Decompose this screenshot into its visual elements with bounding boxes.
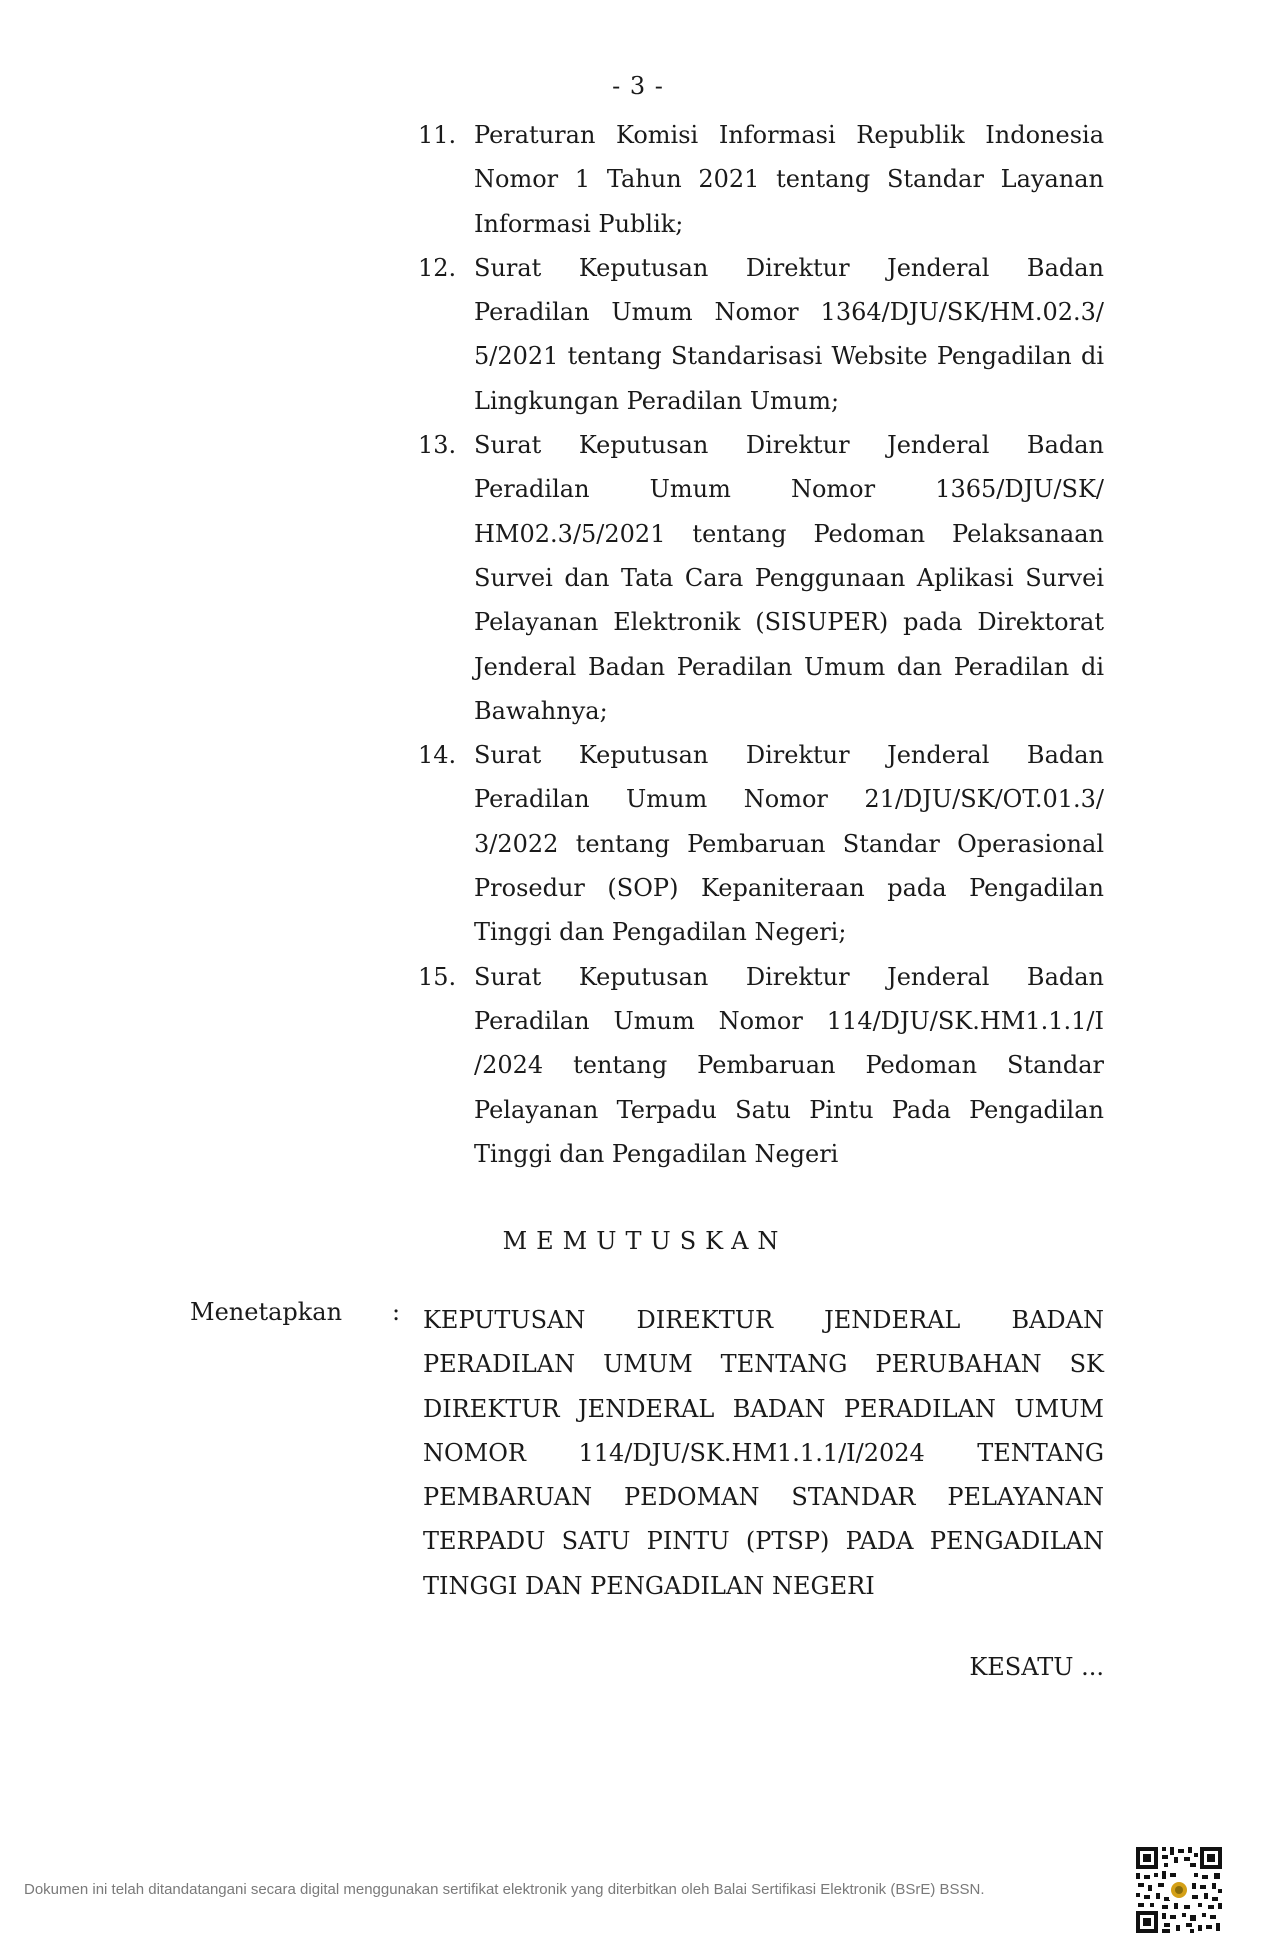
list-item-number: 13.	[418, 431, 457, 460]
qr-code-icon	[1134, 1845, 1224, 1935]
list-item-number: 12.	[418, 253, 457, 282]
page-number: - 3 -	[612, 72, 664, 100]
list-item	[418, 423, 1104, 733]
list-item-number: 15.	[418, 962, 457, 991]
continuation-marker: KESATU ...	[969, 1653, 1104, 1681]
list-item-text: Peraturan Komisi Informasi Republik Indonesia Nomor 1 Tahun 2021 tentang Standar Layanan Informasi Publik;	[474, 121, 1104, 238]
memutuskan-heading: MEMUTUSKAN	[502, 1227, 788, 1255]
list-item-number: 11.	[418, 121, 457, 149]
list-item	[418, 246, 1104, 423]
digital-signature-footer: Dokumen ini telah ditandatangani secara digital menggunakan sertifikat elektronik yang diterbitkan oleh Balai Sertifikasi Elektronik (BSrE) BSSN.	[24, 1881, 985, 1898]
list-item	[418, 955, 1104, 1176]
legal-basis-list	[418, 113, 1104, 1176]
list-item-text: Surat Keputusan Direktur Jenderal Badan Peradilan Umum Nomor 1364/DJU/SK/HM.02.3/ 5/2021 tentang Standarisasi Website Pengadilan di Lingkungan Peradilan Umum;	[474, 253, 1104, 415]
list-item-text: Surat Keputusan Direktur Jenderal Badan Peradilan Umum Nomor 1365/DJU/SK/ HM02.3/5/2021 tentang Pedoman Pelaksanaan Survei dan Tata Cara Penggunaan Aplikasi Survei Pelayanan Elektronik (SISUPER) pada Direktorat Jenderal Badan Peradilan Umum dan Peradilan di Bawahnya;	[474, 431, 1104, 725]
menetapkan-colon: :	[392, 1298, 401, 1326]
list-item-number: 14.	[418, 741, 457, 770]
menetapkan-label: Menetapkan	[190, 1298, 343, 1326]
list-item	[418, 113, 1104, 246]
list-item	[418, 733, 1104, 954]
list-item-text: Surat Keputusan Direktur Jenderal Badan Peradilan Umum Nomor 114/DJU/SK.HM1.1.1/I /2024 tentang Pembaruan Pedoman Standar Pelayanan Terpadu Satu Pintu Pada Pengadilan Tinggi dan Pengadilan Negeri	[474, 962, 1104, 1168]
list-item-text: Surat Keputusan Direktur Jenderal Badan Peradilan Umum Nomor 21/DJU/SK/OT.01.3/ 3/2022 tentang Pembaruan Standar Operasional Prosedur (SOP) Kepaniteraan pada Pengadilan Tinggi dan Pengadilan Negeri;	[474, 741, 1104, 947]
decision-text: KEPUTUSAN DIREKTUR JENDERAL BADAN PERADILAN UMUM TENTANG PERUBAHAN SK DIREKTUR JENDERAL BADAN PERADILAN UMUM NOMOR 114/DJU/SK.HM1.1.1/I/2024 TENTANG PEMBARUAN PEDOMAN STANDAR PELAYANAN TERPADU SATU PINTU (PTSP) PADA PENGADILAN TINGGI DAN PENGADILAN NEGERI	[423, 1306, 1104, 1600]
